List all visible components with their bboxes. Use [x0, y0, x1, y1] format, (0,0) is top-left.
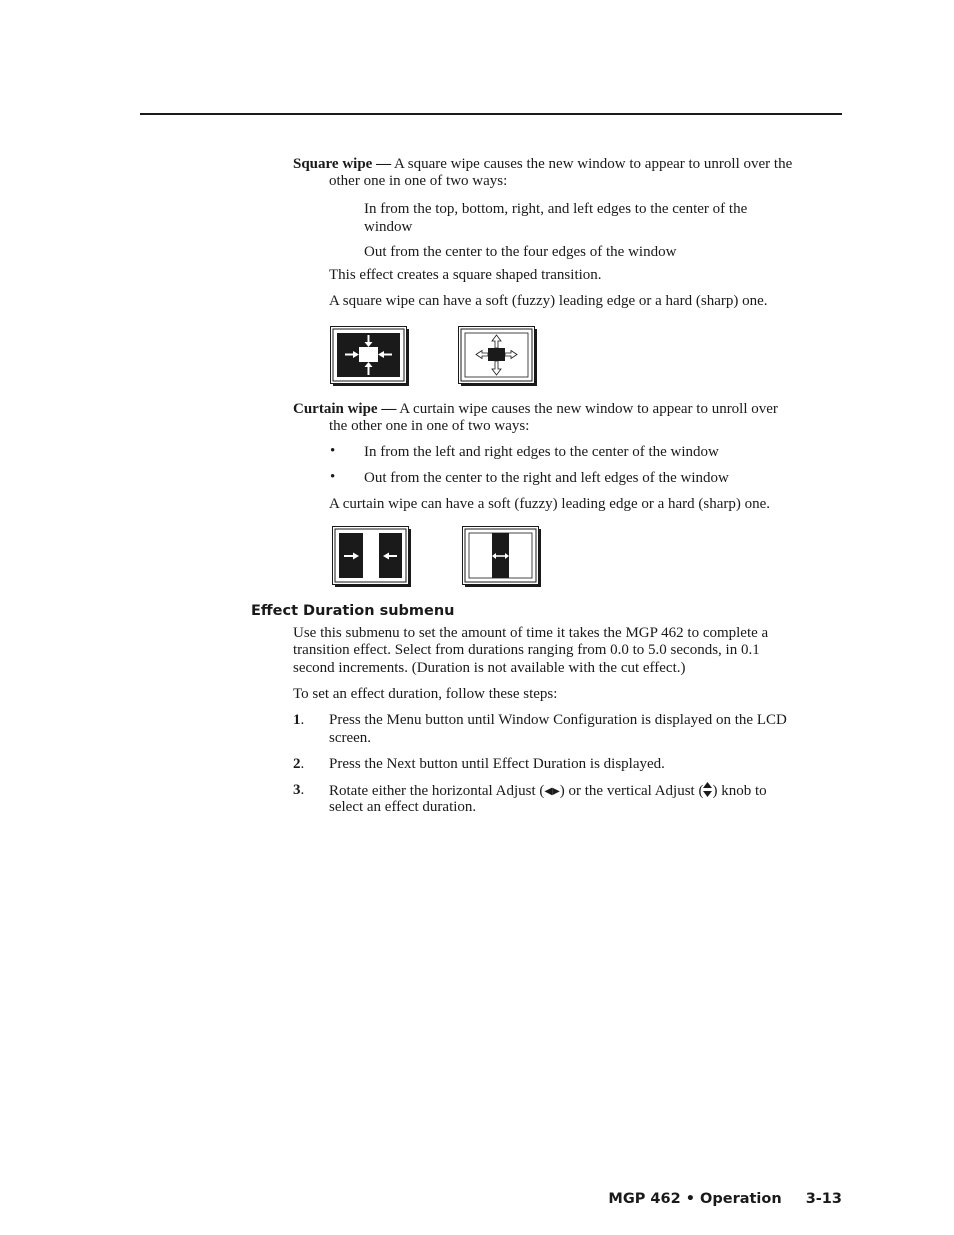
curtain-wipe-edge-note: A curtain wipe can have a soft (fuzzy) leading edge or a hard (sharp) one. — [329, 496, 771, 512]
bullet-1: • — [330, 443, 336, 459]
page-footer — [608, 1191, 842, 1207]
square-wipe-intro-line2: other one in one of two ways: — [329, 173, 508, 189]
step-2-number: 2. — [293, 756, 305, 772]
step-1-line2: screen. — [329, 730, 372, 746]
curtain-wipe-intro-text: A curtain wipe causes the new window to appear to unroll over — [399, 401, 778, 417]
step-1-line1: Press the Menu button until Window Configuration is displayed on the LCD — [329, 712, 787, 728]
square-wipe-intro-text: A square wipe causes the new window to appear to unroll over the — [394, 156, 793, 172]
square-wipe-intro-line1 — [293, 156, 792, 174]
curtain-wipe-way1: In from the left and right edges to the center of the window — [364, 444, 719, 460]
step-2-line1: Press the Next button until Effect Duration is displayed. — [329, 756, 665, 772]
curtain-wipe-term: Curtain wipe — — [293, 401, 397, 417]
bullet-2: • — [330, 469, 336, 485]
square-wipe-way2: Out from the center to the four edges of the window — [364, 244, 677, 260]
curtain-wipe-way2: Out from the center to the right and left edges of the window — [364, 470, 729, 486]
square-wipe-term: Square wipe — — [293, 156, 392, 172]
steps-intro: To set an effect duration, follow these steps: — [293, 686, 558, 702]
square-wipe-way1-line2: window — [364, 219, 413, 235]
curtain-wipe-intro-line1 — [293, 401, 778, 419]
square-wipe-edge-note: A square wipe can have a soft (fuzzy) leading edge or a hard (sharp) one. — [329, 293, 768, 309]
effect-duration-heading: Effect Duration submenu — [251, 603, 455, 619]
step-3-line1: Rotate either the horizontal Adjust (◀▶) or the vertical Adjust ( ) knob to — [329, 783, 767, 799]
effect-duration-desc-line3: second increments. (Duration is not available with the cut effect.) — [293, 660, 686, 676]
step-3-number: 3. — [293, 782, 305, 798]
curtain-wipe-out-icon — [462, 526, 542, 588]
footer-title: MGP 462 • Operation — [608, 1191, 782, 1207]
horizontal-adjust-icon: ◀▶ — [544, 786, 560, 797]
square-wipe-in-icon — [330, 326, 410, 387]
page-number: 3-13 — [805, 1191, 842, 1207]
effect-duration-desc-line1: Use this submenu to set the amount of time it takes the MGP 462 to complete a — [293, 625, 769, 641]
square-wipe-way1-line1: In from the top, bottom, right, and left edges to the center of the — [364, 201, 748, 217]
curtain-wipe-in-icon — [332, 526, 412, 588]
step-3-line2: select an effect duration. — [329, 799, 477, 815]
square-wipe-shape-note: This effect creates a square shaped transition. — [329, 267, 602, 283]
step-1-number: 1. — [293, 712, 305, 728]
header-rule — [140, 113, 842, 115]
effect-duration-desc-line2: transition effect. Select from durations ranging from 0.0 to 5.0 seconds, in 0.1 — [293, 642, 760, 658]
curtain-wipe-intro-line2: the other one in one of two ways: — [329, 418, 530, 434]
square-wipe-out-icon — [458, 326, 538, 387]
